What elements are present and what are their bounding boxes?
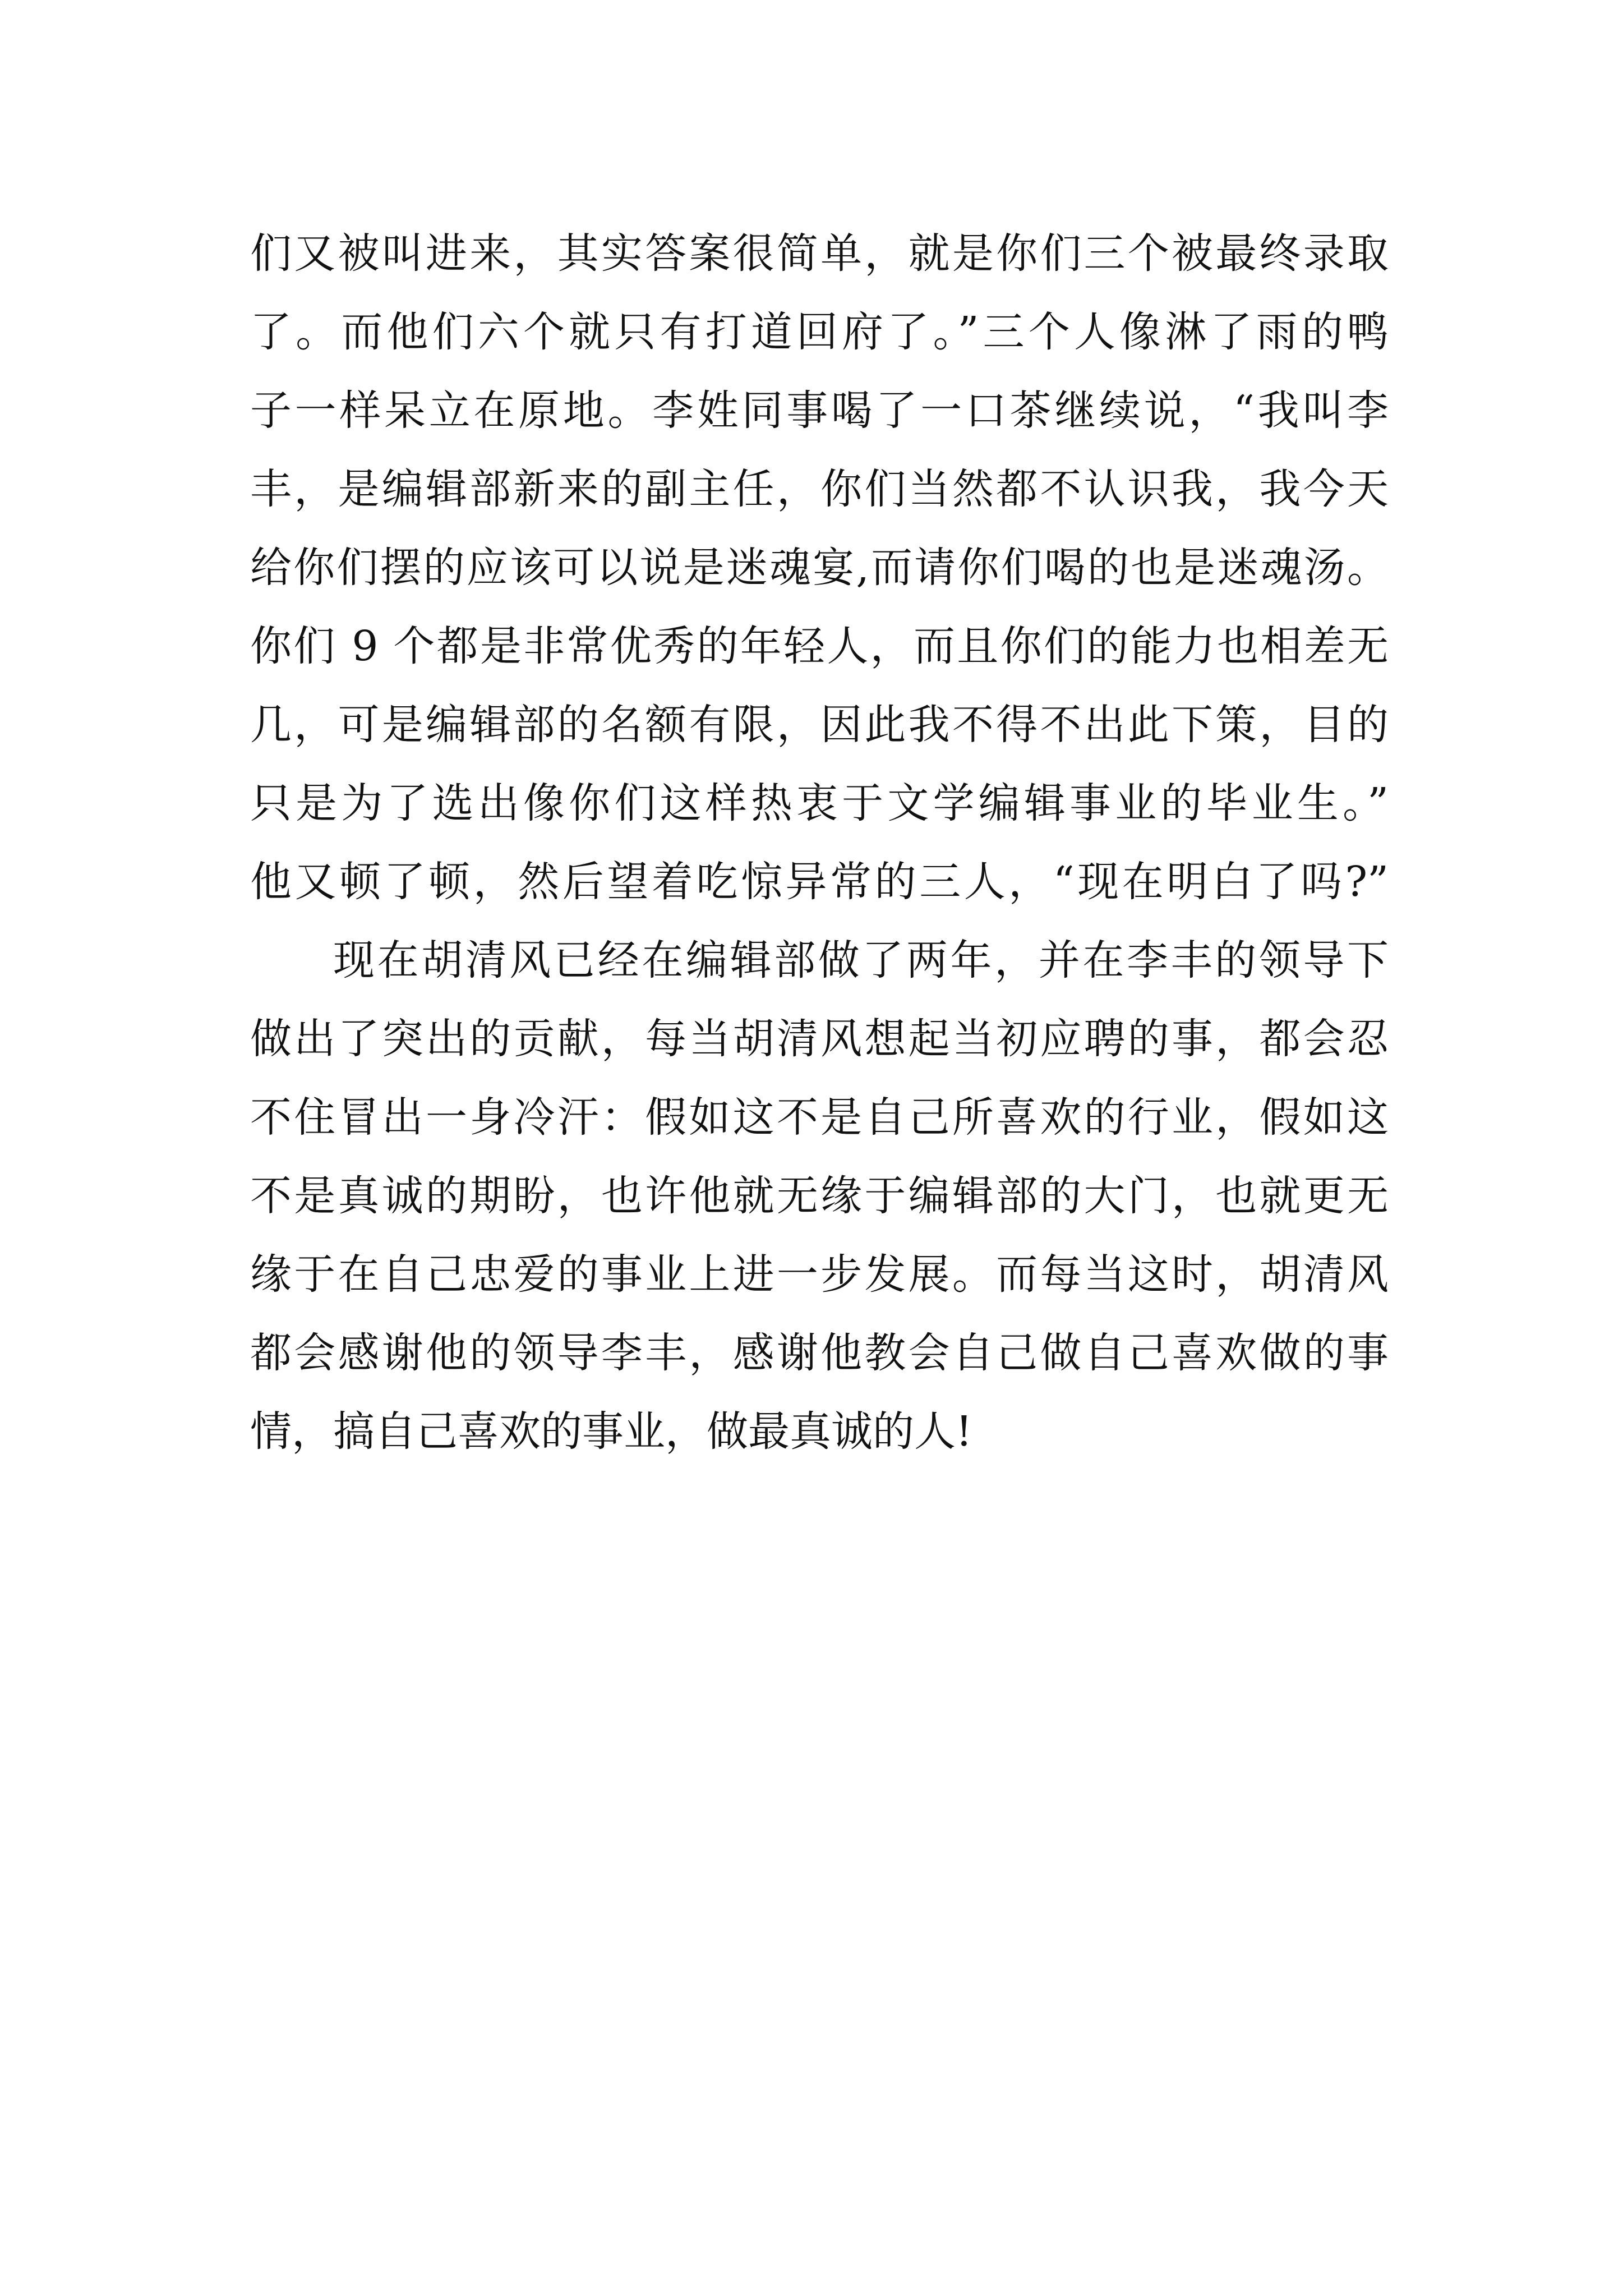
- text-line: 你们 9 个都是非常优秀的年轻人，而且你们的能力也相差无: [250, 622, 1389, 670]
- text-line: 只是为了选出像你们这样热衷于文学编辑事业的毕业生。”: [250, 779, 1389, 827]
- text-line: 们又被叫进来，其实答案很简单，就是你们三个被最终录取: [250, 229, 1389, 278]
- text-line: 了。而他们六个就只有打道回府了。”三个人像淋了雨的鸭: [250, 308, 1389, 356]
- text-line: 子一样呆立在原地。李姓同事喝了一口茶继续说，“我叫李: [250, 386, 1389, 435]
- text-line: 都会感谢他的领导李丰，感谢他教会自己做自己喜欢做的事: [250, 1329, 1389, 1377]
- text-line: 现在胡清风已经在编辑部做了两年，并在李丰的领导下: [333, 936, 1389, 984]
- text-line: 不是真诚的期盼，也许他就无缘于编辑部的大门，也就更无: [250, 1172, 1389, 1220]
- text-line: 不住冒出一身冷汗：假如这不是自己所喜欢的行业，假如这: [250, 1093, 1389, 1142]
- text-line: 他又顿了顿，然后望着吃惊异常的三人，“现在明白了吗?”: [250, 858, 1389, 906]
- text-line: 给你们摆的应该可以说是迷魂宴,而请你们喝的也是迷魂汤。: [250, 544, 1389, 592]
- text-line: 做出了突出的贡献，每当胡清风想起当初应聘的事，都会忍: [250, 1015, 1389, 1063]
- text-line: 丰，是编辑部新来的副主任，你们当然都不认识我，我今天: [250, 465, 1389, 513]
- paragraph-2: [250, 921, 1389, 1471]
- text-line: 情，搞自己喜欢的事业，做最真诚的人!: [250, 1407, 972, 1456]
- text-line: 几，可是编辑部的名额有限，因此我不得不出此下策，目的: [250, 701, 1389, 749]
- body-text: [250, 214, 1389, 1471]
- text-line: 缘于在自己忠爱的事业上进一步发展。而每当这时，胡清风: [250, 1250, 1389, 1299]
- paragraph-1: [250, 214, 1389, 921]
